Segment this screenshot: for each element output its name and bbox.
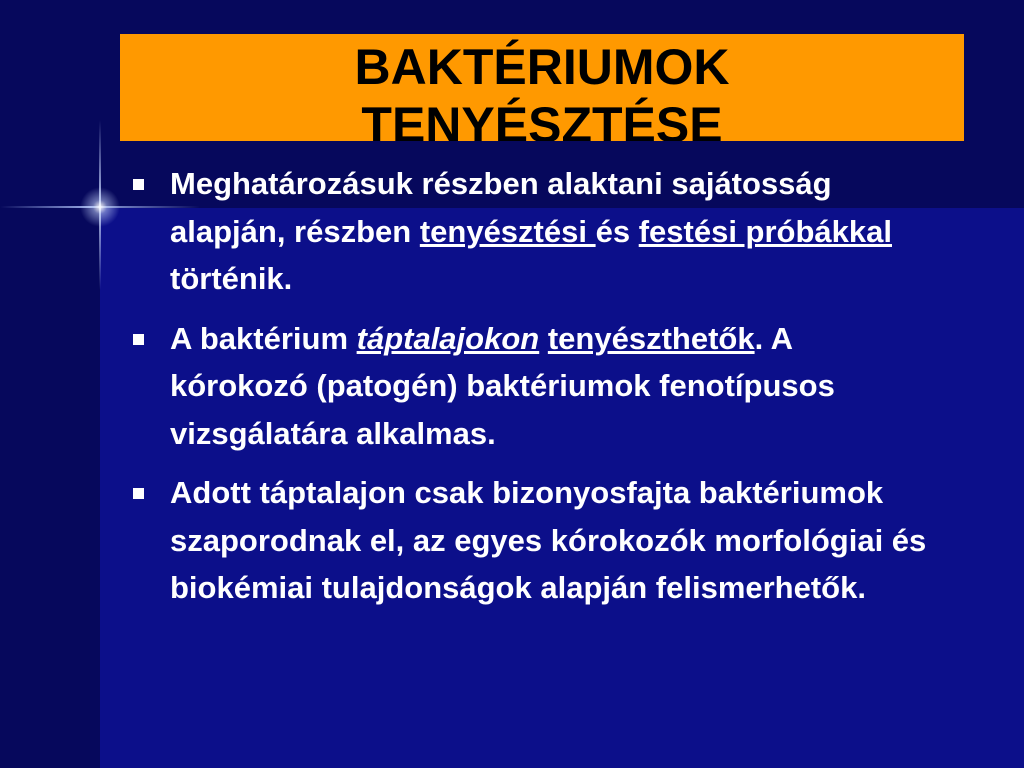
bullet-2-text-a: A baktérium <box>170 320 357 356</box>
bullet-item-2 <box>130 315 930 458</box>
bullet-2-text-space <box>539 321 548 356</box>
decorative-sparkle-icon <box>80 187 120 227</box>
square-bullet-icon <box>133 488 144 499</box>
slide-title-line-2: TENYÉSZTÉSE <box>361 97 723 141</box>
bullet-item-3 <box>130 469 930 612</box>
square-bullet-icon <box>133 179 144 190</box>
bullet-list <box>130 160 930 624</box>
slide-title-line-1: BAKTÉRIUMOK <box>354 39 730 95</box>
background-dark-left-band <box>0 0 100 768</box>
title-box <box>120 34 964 141</box>
slide-title <box>120 34 964 141</box>
bullet-1-link-festesi-probakkal: festési próbákkal <box>638 213 892 249</box>
bullet-1-text-a: Meghatározásuk részben alaktani sajátosság alapján, részben <box>170 166 832 249</box>
bullet-2-link-tenyeszthetok: tenyészthetők <box>547 320 755 356</box>
bullet-1-link-tenyesztesi: tenyésztési <box>419 213 596 249</box>
bullet-item-1 <box>130 160 930 303</box>
bullet-2-text-b: . A kórokozó (patogén) baktériumok fenotípusos vizsgálatára alkalmas. <box>170 320 835 451</box>
bullet-2-link-taptalajokon: táptalajokon <box>356 320 540 356</box>
bullet-1-text-c: történik. <box>170 261 293 296</box>
bullet-1-text-b: és <box>595 213 639 249</box>
square-bullet-icon <box>133 334 144 345</box>
bullet-3-text: Adott táptalajon csak bizonyosfajta baktériumok szaporodnak el, az egyes kórokozók morfológiai és biokémiai tulajdonságok alapján felismerhetők. <box>170 475 927 605</box>
